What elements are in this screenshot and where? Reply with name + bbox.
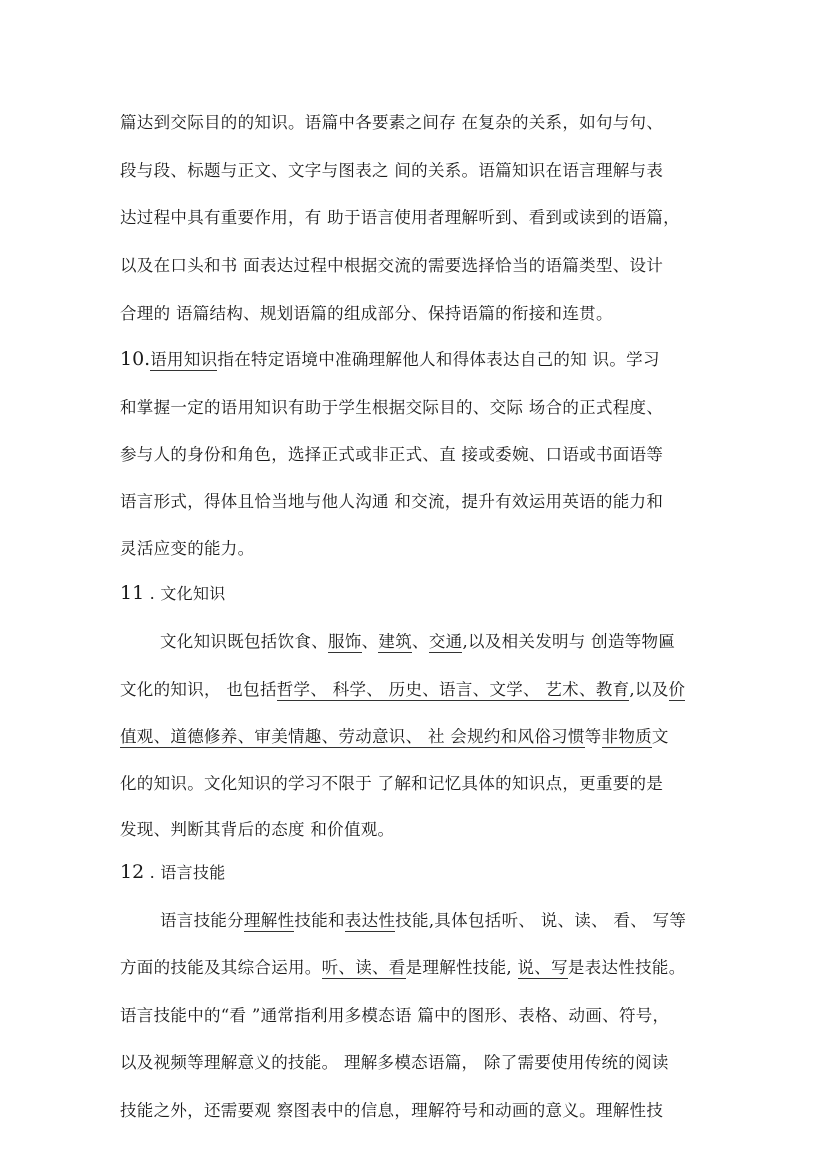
key-term: 表达性	[344, 911, 396, 930]
text-line: 语言形式，得体且恰当地与他人沟通 和交流，提升有效运用英语的能力和	[120, 492, 664, 511]
section-number: 12	[120, 861, 145, 883]
section-10-line	[120, 348, 720, 371]
text-run: 技能和	[294, 911, 345, 930]
text-run: 、	[361, 632, 379, 651]
text-run: 文化的知识， 也包括	[120, 680, 277, 699]
text-line: 以及视频等理解意义的技能。 理解多模态语篇， 除了需要使用传统的阅读	[120, 1053, 669, 1072]
text-line	[120, 957, 720, 979]
text-line	[120, 679, 720, 701]
text-run: 方面的技能及其综合运用。	[120, 958, 322, 977]
text-line: 参与人的身份和角色，选择正式或非正式、直 接或委婉、口语或书面语等	[120, 445, 664, 464]
text-run: 技能,具体包括听、 说、读、 看、 写等	[395, 911, 687, 930]
text-run: 、	[412, 632, 429, 651]
key-term: 交通	[428, 632, 463, 651]
text-run: 是表达性技能。	[567, 958, 686, 977]
text-line: 化的知识。文化知识的学习不限于 了解和记忆具体的知识点，更重要的是	[120, 774, 664, 793]
text-run: ,以及相关发明与 创造等物匾	[462, 632, 676, 651]
text-line	[160, 910, 720, 932]
text-line	[120, 726, 720, 748]
key-term: 哲学、 科学、 历史、语言、文学、 艺术、教育	[276, 680, 630, 699]
key-term: 值观、道德修养、审美情趣、劳动意识、 社 会规约和风俗习惯	[120, 727, 585, 746]
key-term: 建筑	[378, 632, 413, 651]
key-term: 服饰	[328, 632, 362, 651]
key-term: 价	[668, 680, 686, 699]
text-run: 等	[584, 727, 602, 746]
text-run: 是理解性技能,	[405, 958, 518, 977]
section-number: 10.	[120, 348, 151, 370]
section-title: . 文化知识	[144, 584, 226, 603]
text-line: 发现、判断其背后的态度 和价值观。	[120, 820, 395, 839]
text-line: 技能之外，还需要观 察图表中的信息，理解符号和动画的意义。理解性技	[120, 1101, 664, 1120]
text-line: 篇达到交际目的的知识。语篇中各要素之间存 在复杂的关系，如句与句、	[120, 113, 664, 132]
section-11-heading	[120, 582, 720, 605]
section-title: . 语言技能	[144, 863, 226, 882]
text-run: 指在特定语境中准确理解他人和得体表达自己的知 识。学习	[217, 350, 660, 369]
text-line: 以及在口头和书 面表达过程中根据交流的需要选择恰当的语篇类型、设计	[120, 256, 664, 275]
text-line: 合理的 语篇结构、规划语篇的组成部分、保持语篇的衔接和连贯。	[120, 304, 613, 323]
text-line: 段与段、标题与正文、文字与图表之 间的关系。语篇知识在语言理解与表	[120, 161, 664, 180]
key-term: 说、写	[517, 958, 568, 977]
key-term: 听、读、看	[321, 958, 406, 977]
watermark: ​	[250, 365, 350, 509]
text-line: 灵活应变的能力。	[120, 539, 255, 558]
text-line	[160, 631, 720, 653]
text-run: 语言技能分	[160, 911, 244, 930]
text-run: 文	[651, 727, 669, 746]
section-12-heading	[120, 861, 720, 884]
text-line: 语言技能中的“看 ”通常指利用多模态语 篇中的图形、表格、动画、符号，	[120, 1006, 670, 1025]
section-number: 11	[120, 582, 145, 604]
key-term: 语用知识	[150, 350, 218, 369]
text-line: 达过程中具有重要作用，有 助于语言使用者理解听到、看到或读到的语篇，	[120, 208, 680, 227]
text-run: 文化知识既包括饮食、	[160, 632, 328, 651]
text-run: ,以及	[629, 680, 669, 699]
text-line: 和掌握一定的语用知识有助于学生根据交际目的、交际 场合的正式程度、	[120, 398, 664, 417]
key-term: 非物质	[601, 727, 652, 746]
key-term: 理解性	[244, 911, 295, 930]
